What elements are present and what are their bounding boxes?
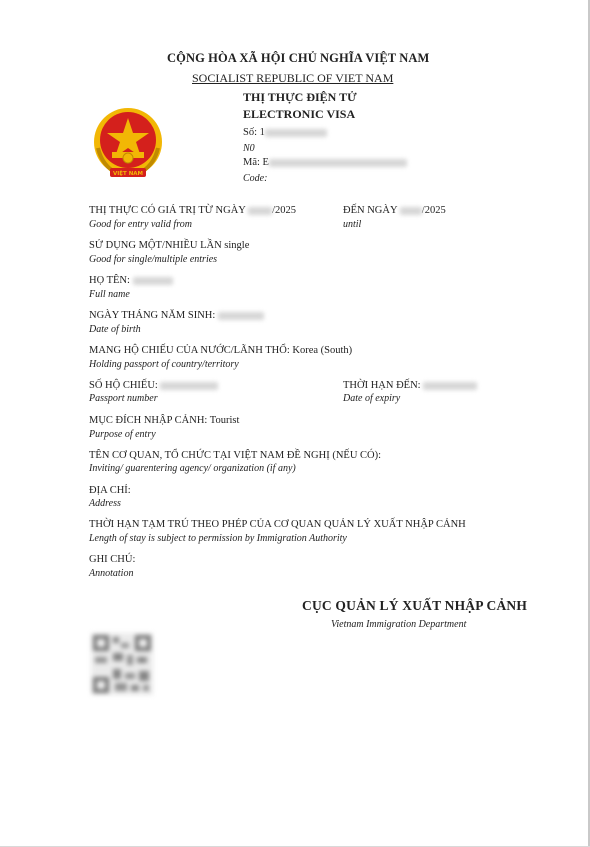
visa-number-redacted	[265, 129, 327, 137]
dob-label: NGÀY THÁNG NĂM SINH:	[89, 310, 216, 321]
qr-code-icon	[91, 633, 153, 695]
emblem-text: VIỆT NAM	[112, 171, 144, 177]
department-name-vi: CỤC QUẢN LÝ XUẤT NHẬP CẢNH	[302, 598, 528, 613]
valid-from-year: /2025	[272, 205, 297, 216]
valid-from-label: THỊ THỰC CÓ GIÁ TRỊ TỪ NGÀY	[89, 205, 246, 216]
valid-from-sub: Good for entry valid from	[89, 219, 192, 230]
valid-until-redacted	[400, 207, 422, 215]
visa-code-redacted	[269, 159, 407, 167]
full-name-redacted	[133, 277, 173, 285]
annotation-field: GHI CHÚ:	[89, 554, 136, 565]
agency-field: TÊN CƠ QUAN, TỔ CHỨC TẠI VIỆT NAM ĐỀ NGHỊ (NẾU CÓ):	[89, 450, 382, 461]
country-name-en: SOCIALIST REPUBLIC OF VIET NAM	[192, 71, 394, 85]
annotation-sub: Annotation	[89, 568, 134, 579]
full-name-label: HỌ TÊN:	[89, 275, 130, 286]
entries-field: SỬ DỤNG MỘT/NHIỀU LẦN single	[89, 240, 250, 251]
valid-from-redacted	[248, 207, 272, 215]
visa-code-sub: Code:	[243, 173, 268, 184]
address-sub: Address	[89, 498, 121, 509]
visa-number-sub: N0	[243, 143, 255, 154]
expiry-redacted	[423, 382, 477, 390]
valid-until-year: /2025	[421, 205, 446, 216]
entries-sub: Good for single/multiple entries	[89, 254, 218, 265]
national-emblem-icon	[88, 104, 168, 184]
dob-sub: Date of birth	[89, 324, 141, 335]
doc-title-vi: THỊ THỰC ĐIỆN TỬ	[243, 90, 357, 104]
purpose-field: MỤC ĐÍCH NHẬP CẢNH: Tourist	[89, 415, 240, 426]
passport-country-sub: Holding passport of country/territory	[89, 359, 239, 370]
agency-sub: Inviting/ guarentering agency/ organization (if any)	[89, 463, 296, 474]
passport-country-field: MANG HỘ CHIẾU CỦA NƯỚC/LÃNH THỔ: Korea (South)	[89, 345, 353, 356]
department-name-en: Vietnam Immigration Department	[331, 619, 467, 630]
visa-number	[243, 127, 327, 138]
valid-until-label: ĐẾN NGÀY	[343, 205, 398, 216]
passport-number-label: SỐ HỘ CHIẾU:	[89, 380, 158, 391]
passport-number-field	[89, 380, 218, 391]
dob-field	[89, 310, 264, 321]
expiry-label: THỜI HẠN ĐẾN:	[343, 380, 421, 391]
full-name-field	[89, 275, 173, 286]
address-field: ĐỊA CHỈ:	[89, 485, 131, 496]
dob-redacted	[218, 312, 264, 320]
country-name-vi: CỘNG HÒA XÃ HỘI CHỦ NGHĨA VIỆT NAM	[167, 51, 430, 65]
valid-until	[343, 205, 446, 216]
full-name-sub: Full name	[89, 289, 130, 300]
visa-number-label: Số: 1	[243, 127, 265, 138]
passport-number-sub: Passport number	[89, 393, 158, 404]
stay-field: THỜI HẠN TẠM TRÚ THEO PHÉP CỦA CƠ QUAN QUẢN LÝ XUẤT NHẬP CẢNH	[89, 519, 466, 530]
expiry-sub: Date of expiry	[343, 393, 401, 404]
visa-code-label: Mã: E	[243, 157, 269, 168]
expiry-field	[343, 380, 477, 391]
valid-from	[89, 205, 296, 216]
doc-title-en: ELECTRONIC VISA	[243, 107, 356, 121]
passport-number-redacted	[160, 382, 218, 390]
purpose-sub: Purpose of entry	[89, 429, 156, 440]
stay-sub: Length of stay is subject to permission by Immigration Authority	[89, 533, 347, 544]
valid-until-sub: until	[343, 219, 362, 230]
visa-code	[243, 157, 407, 168]
